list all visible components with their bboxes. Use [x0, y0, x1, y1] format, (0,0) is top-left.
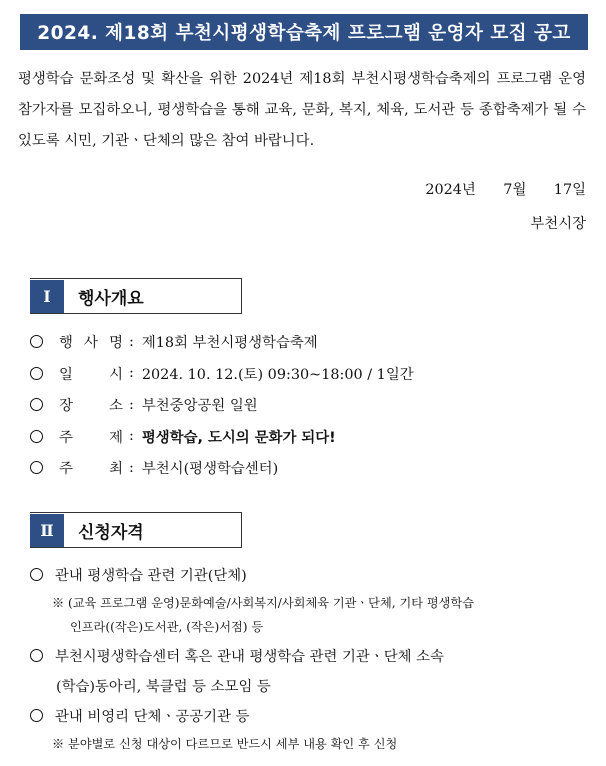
eligibility-item-clubs-cont: (학습)동아리, 북클럽 등 소모임 등 — [56, 679, 271, 695]
eligibility-final-note: ※ 분야별로 신청 대상이 다르므로 반드시 세부 내용 확인 후 신청 — [52, 737, 398, 751]
item-key: 일 시 — [59, 366, 123, 383]
overview-item-theme: 주 제 : 평생학습, 도시의 문화가 되다! — [30, 421, 590, 453]
eligibility-item-clubs: 부천시평생학습센터 혹은 관내 평생학습 관련 기관ㆍ단체 소속 — [30, 645, 444, 666]
signer: 부천시장 — [530, 216, 586, 232]
circle-bullet-icon — [30, 709, 43, 722]
eligibility-note-cont: 인프라((작은)도서관, (작은)서점) 등 — [70, 620, 264, 634]
item-value: 2024. 10. 12.(토) 09:30~18:00 / 1일간 — [141, 366, 414, 383]
intro-paragraph: 평생학습 문화조성 및 확산을 위한 2024년 제18회 부천시평생학습축제의 프로그램 운영 참가자를 모집하오니, 평생학습을 통해 교육, 문화, 복지, 체육, 도서관 등 종합축제가 될 수 있도록 시민, 기관ㆍ단체의 많은 참여 바랍니다. — [18, 71, 586, 149]
item-key: 주 최 — [59, 461, 123, 478]
circle-bullet-icon — [30, 461, 43, 474]
item-value: 부천시(평생학습센터) — [141, 461, 279, 478]
eligibility-note: ※ (교육 프로그램 운영)문화예술/사회복지/사회체육 기관ㆍ단체, 기타 평생학습 — [52, 596, 474, 610]
circle-bullet-icon — [30, 335, 43, 348]
item-key: 주 제 — [59, 429, 123, 446]
circle-bullet-icon — [30, 398, 43, 411]
section-header-overview — [30, 278, 242, 314]
circle-bullet-icon — [30, 367, 43, 380]
eligibility-item-nonprofit: 관내 비영리 단체ㆍ공공기관 등 — [30, 705, 249, 726]
overview-item-location: 장 소 : 부천중앙공원 일원 — [30, 389, 590, 421]
overview-list — [30, 326, 590, 484]
section-title: 행사개요 — [64, 280, 241, 314]
item-key: 장 소 — [59, 398, 123, 415]
overview-item-datetime: 일 시 : 2024. 10. 12.(토) 09:30~18:00 / 1일간 — [30, 358, 590, 390]
overview-item-host: 주 최 : 부천시(평생학습센터) — [30, 452, 590, 484]
notice-date: 2024년 7월 17일 — [425, 182, 586, 198]
section-header-eligibility — [30, 512, 242, 548]
eligibility-item-institutions: 관내 평생학습 관련 기관(단체) — [30, 564, 247, 585]
notice-title: 2024. 제18회 부천시평생학습축제 프로그램 운영자 모집 공고 — [20, 14, 588, 50]
overview-item-event-name: 행 사 명 : 제18회 부천시평생학습축제 — [30, 326, 590, 358]
item-value: 제18회 부천시평생학습축제 — [141, 335, 318, 352]
circle-bullet-icon — [30, 568, 43, 581]
circle-bullet-icon — [30, 649, 43, 662]
section-number: Ⅱ — [30, 514, 64, 548]
item-value: 평생학습, 도시의 문화가 되다! — [141, 429, 336, 446]
item-value: 부천중앙공원 일원 — [141, 398, 258, 415]
section-title: 신청자격 — [64, 514, 241, 548]
circle-bullet-icon — [30, 430, 43, 443]
item-key: 행 사 명 — [59, 335, 123, 352]
section-number: Ⅰ — [30, 280, 64, 314]
